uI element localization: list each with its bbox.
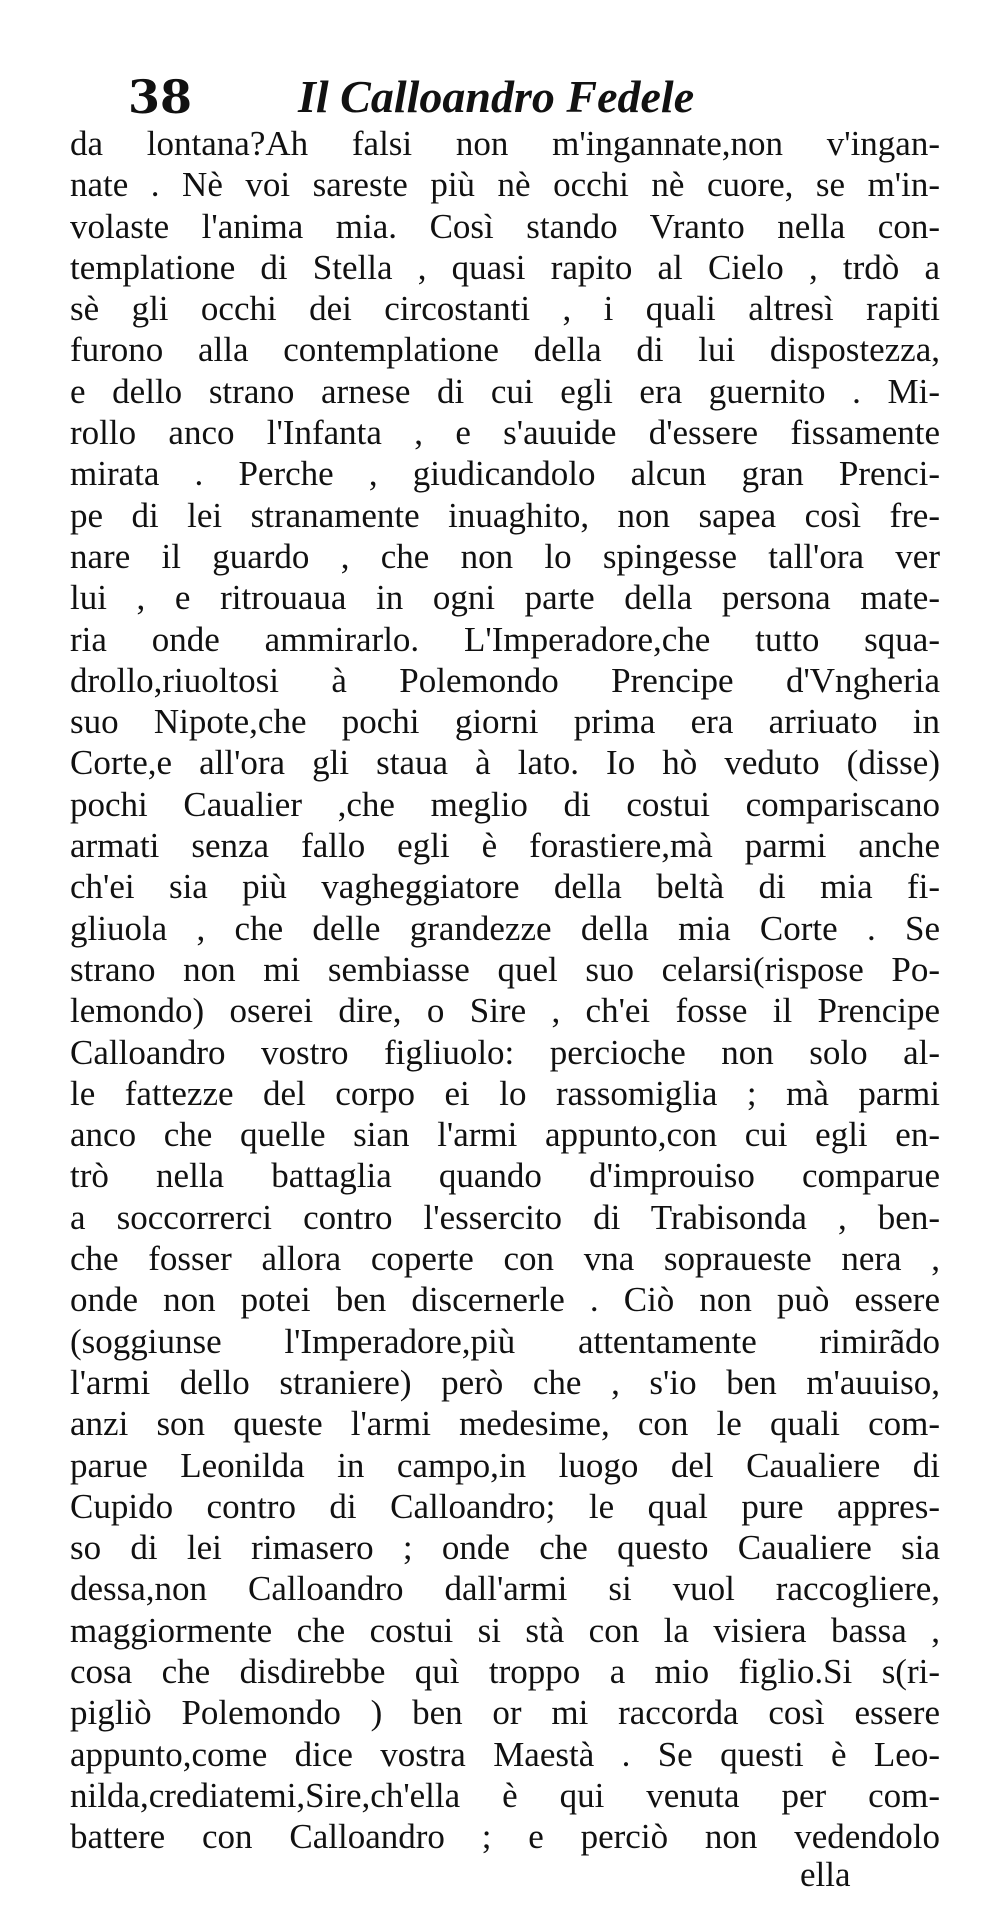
text-line: Corte,e all'ora gli staua à lato. Io hò veduto (disse): [70, 743, 940, 783]
text-line: lemondo) oserei dire, o Sire , ch'ei fosse il Prencipe: [70, 991, 940, 1031]
catchword: ella: [800, 1855, 851, 1894]
text-line: pigliò Polemondo ) ben or mi raccorda così essere: [70, 1693, 940, 1733]
text-line: ria onde ammirarlo. L'Imperadore,che tutto squa-: [70, 619, 940, 659]
text-line: trò nella battaglia quando d'improuiso comparue: [70, 1156, 940, 1196]
text-line: so di lei rimasero ; onde che questo Caualiere sia: [70, 1528, 940, 1568]
running-head: [128, 70, 828, 130]
text-line: (soggiunse l'Imperadore,più attentamente rimirãdo: [70, 1321, 940, 1361]
text-line: cosa che disdirebbe quì troppo a mio figlio.Si s(ri-: [70, 1651, 940, 1691]
text-line: sè gli occhi dei circostanti , i quali altresì rapiti: [70, 289, 940, 329]
text-line: appunto,come dice vostra Maestà . Se questi è Leo-: [70, 1734, 940, 1774]
text-line: anco che quelle sian l'armi appunto,con cui egli en-: [70, 1115, 940, 1155]
text-line: rollo anco l'Infanta , e s'auuide d'essere fissamente: [70, 413, 940, 453]
text-line: Cupido contro di Calloandro; le qual pure appres-: [70, 1486, 940, 1526]
text-line: onde non potei ben discernerle . Ciò non può essere: [70, 1280, 940, 1320]
text-line: parue Leonilda in campo,in luogo del Caualiere di: [70, 1445, 940, 1485]
text-line: pochi Caualier ,che meglio di costui compariscano: [70, 784, 940, 824]
text-line: nate . Nè voi sareste più nè occhi nè cuore, se m'in-: [70, 165, 940, 205]
text-line: dessa,non Calloandro dall'armi si vuol raccogliere,: [70, 1569, 940, 1609]
body-text: [70, 123, 940, 1857]
text-line: mirata . Perche , giudicandolo alcun gran Prenci-: [70, 454, 940, 494]
page-number: 38: [128, 70, 193, 124]
text-line: strano non mi sembiasse quel suo celarsi(rispose Po-: [70, 949, 940, 989]
text-line: gliuola , che delle grandezze della mia Corte . Se: [70, 908, 940, 948]
text-line: volaste l'anima mia. Così stando Vranto nella con-: [70, 206, 940, 246]
text-line: nare il guardo , che non lo spingesse tall'ora ver: [70, 536, 940, 576]
text-line: da lontana?Ah falsi non m'ingannate,non v'ingan-: [70, 124, 940, 163]
text-line: suo Nipote,che pochi giorni prima era arriuato in: [70, 702, 940, 742]
text-line: anzi son queste l'armi medesime, con le quali com-: [70, 1404, 940, 1444]
text-line: maggiormente che costui si stà con la visiera bassa ,: [70, 1610, 940, 1650]
text-line: Calloandro vostro figliuolo: percioche non solo al-: [70, 1032, 940, 1072]
text-line: che fosser allora coperte con vna sopraueste nera ,: [70, 1239, 940, 1279]
text-line: armati senza fallo egli è forastiere,mà parmi anche: [70, 826, 940, 866]
running-title: Il Calloandro Fedele: [298, 71, 695, 122]
text-line: templatione di Stella , quasi rapito al Cielo , trdò a: [70, 247, 940, 287]
text-line: drollo,riuoltosi à Polemondo Prencipe d'Vngheria: [70, 660, 940, 700]
text-line: l'armi dello straniere) però che , s'io ben m'auuiso,: [70, 1362, 940, 1402]
text-line: lui , e ritrouaua in ogni parte della persona mate-: [70, 578, 940, 618]
text-line: le fattezze del corpo ei lo rassomiglia ; mà parmi: [70, 1073, 940, 1113]
text-line: ch'ei sia più vagheggiatore della beltà di mia fi-: [70, 867, 940, 907]
text-line: nilda,crediatemi,Sire,ch'ella è qui venuta per com-: [70, 1775, 940, 1815]
text-line: pe di lei stranamente inuaghito, non sapea così fre-: [70, 495, 940, 535]
text-line: a soccorrerci contro l'essercito di Trabisonda , ben-: [70, 1197, 940, 1237]
text-line: battere con Calloandro ; e perciò non vedendolo: [70, 1817, 940, 1857]
text-line: e dello strano arnese di cui egli era guernito . Mi-: [70, 371, 940, 411]
text-line: furono alla contemplatione della di lui dispostezza,: [70, 330, 940, 370]
